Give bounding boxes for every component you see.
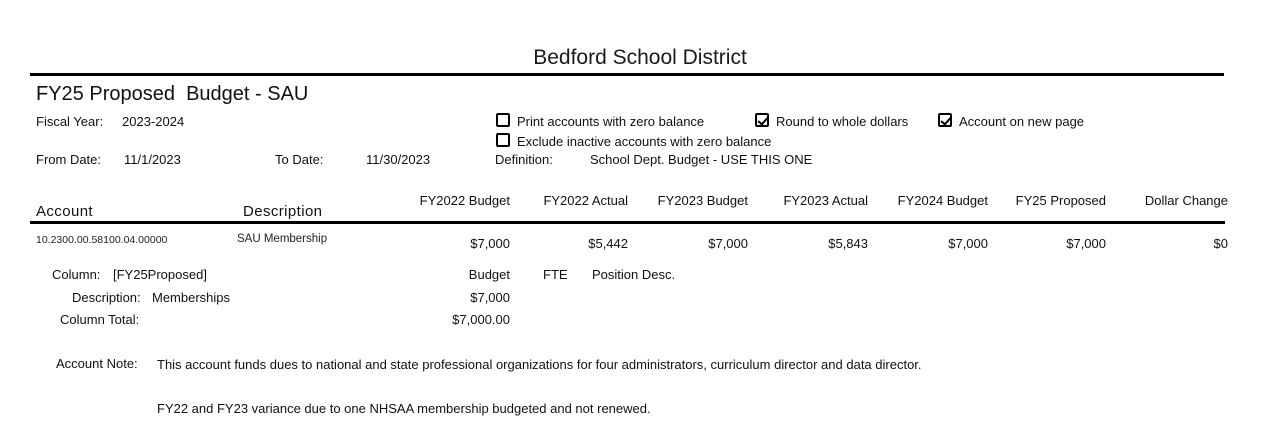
column-header-fy2024-budget: FY2024 Budget <box>897 193 988 208</box>
budget-subheader: Budget <box>468 267 510 282</box>
to-date-value: 11/30/2023 <box>366 152 431 167</box>
column-label: Column: <box>52 267 101 282</box>
from-date-label: From Date: <box>36 152 102 167</box>
description-value: Memberships <box>152 290 231 305</box>
cell-fy2024-budget: $7,000 <box>948 236 988 251</box>
cell-account-number: 10.2300.00.58100.04.00000 <box>36 234 168 246</box>
account-note-variance-text: FY22 and FY23 variance due to one NHSAA membership budgeted and not renewed. <box>157 401 651 416</box>
checkbox-print-zero-balance[interactable] <box>496 113 510 127</box>
table-header-divider <box>30 221 1225 224</box>
column-header-description: Description <box>243 203 323 220</box>
fiscal-year-label: Fiscal Year: <box>36 114 104 129</box>
checkbox-print-zero-balance-label: Print accounts with zero balance <box>517 114 705 129</box>
checkbox-round-whole-dollars[interactable] <box>755 113 769 127</box>
cell-fy25-proposed: $7,000 <box>1066 236 1106 251</box>
cell-fy2022-actual: $5,442 <box>588 236 628 251</box>
cell-dollar-change: $0 <box>1213 236 1228 251</box>
cell-fy2023-budget: $7,000 <box>708 236 748 251</box>
cell-fy2022-budget: $7,000 <box>470 236 510 251</box>
account-note-text: This account funds dues to national and state professional organizations for four administrators, curriculum director and data director. <box>157 357 922 372</box>
column-total-label: Column Total: <box>60 312 140 327</box>
description-budget-value: $7,000 <box>470 290 510 305</box>
to-date-label: To Date: <box>275 152 324 167</box>
column-header-fy2022-budget: FY2022 Budget <box>419 193 510 208</box>
position-desc-subheader: Position Desc. <box>592 267 676 282</box>
column-header-fy2022-actual: FY2022 Actual <box>543 193 628 208</box>
column-header-dollar-change: Dollar Change <box>1144 193 1228 208</box>
checkbox-account-new-page[interactable] <box>938 113 952 127</box>
checkbox-round-whole-dollars-label: Round to whole dollars <box>776 114 909 129</box>
checkbox-exclude-inactive-label: Exclude inactive accounts with zero balance <box>517 134 772 149</box>
column-header-account: Account <box>36 203 93 220</box>
checkbox-exclude-inactive[interactable] <box>496 133 510 147</box>
district-title: Bedford School District <box>533 46 747 69</box>
cell-account-description: SAU Membership <box>237 233 328 245</box>
checkbox-account-new-page-label: Account on new page <box>959 114 1085 129</box>
description-label: Description: <box>72 290 141 305</box>
header-divider <box>30 73 1224 76</box>
column-value: [FY25Proposed] <box>113 267 207 282</box>
definition-label: Definition: <box>495 152 553 167</box>
column-total-value: $7,000.00 <box>452 312 510 327</box>
report-title: FY25 Proposed Budget - SAU <box>36 83 309 105</box>
fte-subheader: FTE <box>543 267 568 282</box>
column-header-fy2023-actual: FY2023 Actual <box>783 193 868 208</box>
account-note-label: Account Note: <box>56 356 138 371</box>
column-header-fy2023-budget: FY2023 Budget <box>657 193 748 208</box>
column-header-fy25-proposed: FY25 Proposed <box>1015 193 1106 208</box>
from-date-value: 11/1/2023 <box>124 152 181 167</box>
definition-value: School Dept. Budget - USE THIS ONE <box>590 152 813 167</box>
fiscal-year-value: 2023-2024 <box>122 114 185 129</box>
cell-fy2023-actual: $5,843 <box>828 236 868 251</box>
